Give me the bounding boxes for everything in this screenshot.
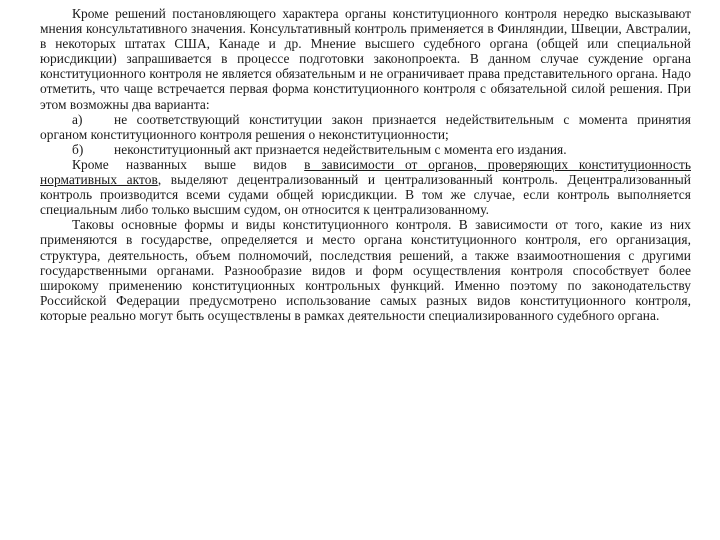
list-item-a: [40, 112, 691, 142]
list-item-a-text: не соответствующий конституции закон признается недействительным с момента принятия органом конституционного контроля решения о неконституционности;: [40, 111, 691, 142]
paragraph-centralized-control: [40, 157, 691, 217]
paragraph-3-end: , выделяют децентрализованный и централизованный контроль. Децентрализованный контроль производится всеми судами общей юрисдикции. В том же случае, если контроль выполняется специальным либо только высшим судом, он относится к централизованному.: [40, 172, 691, 218]
paragraph-consultative-control: Кроме решений постановляющего характера органы конституционного контроля нередко высказывают мнения консультативного значения. Консультативный контроль применяется в Финляндии, Швеции, Австралии, в некоторых штатах США, Канаде и др. Мнение высшего судебного органа (общей или специальной юрисдикции) запрашивается в процессе подготовки законопроекта. В данном случае суждение органа конституционного контроля не является обязательным и не ограничивает права представительного органа. Надо отметить, что чаще встречается первая форма конституционного контроля с обязательной силой решения. При этом возможны два варианта:: [40, 6, 691, 112]
list-marker-a: а): [72, 111, 83, 127]
paragraph-forms-and-types: Таковы основные формы и виды конституционного контроля. В зависимости от того, какие из них применяются в государстве, определяется и место органа конституционного контроля, его организация, структура, деятельность, объем полномочий, последствия решений, а также взаимоотношения с другими государственными органами. Разнообразие видов и форм осуществления контроля способствует более широкому применению конституционных контрольных функций. Именно поэтому по законодательству Российской Федерации предусмотрено использование самых разных видов конституционного контроля, которые реально могут быть осуществлены в рамках деятельности специализированного судебного органа.: [40, 217, 691, 323]
list-marker-b: б): [72, 141, 84, 157]
list-item-b-text: неконституционный акт признается недействительным с момента его издания.: [114, 141, 567, 157]
list-item-b: [40, 142, 691, 157]
document-body: [40, 6, 691, 323]
paragraph-3-start: Кроме названных выше видов: [72, 156, 305, 172]
underlined-phrase: в зависимости от органов, проверяющих конституционность нормативных актов: [40, 156, 691, 188]
